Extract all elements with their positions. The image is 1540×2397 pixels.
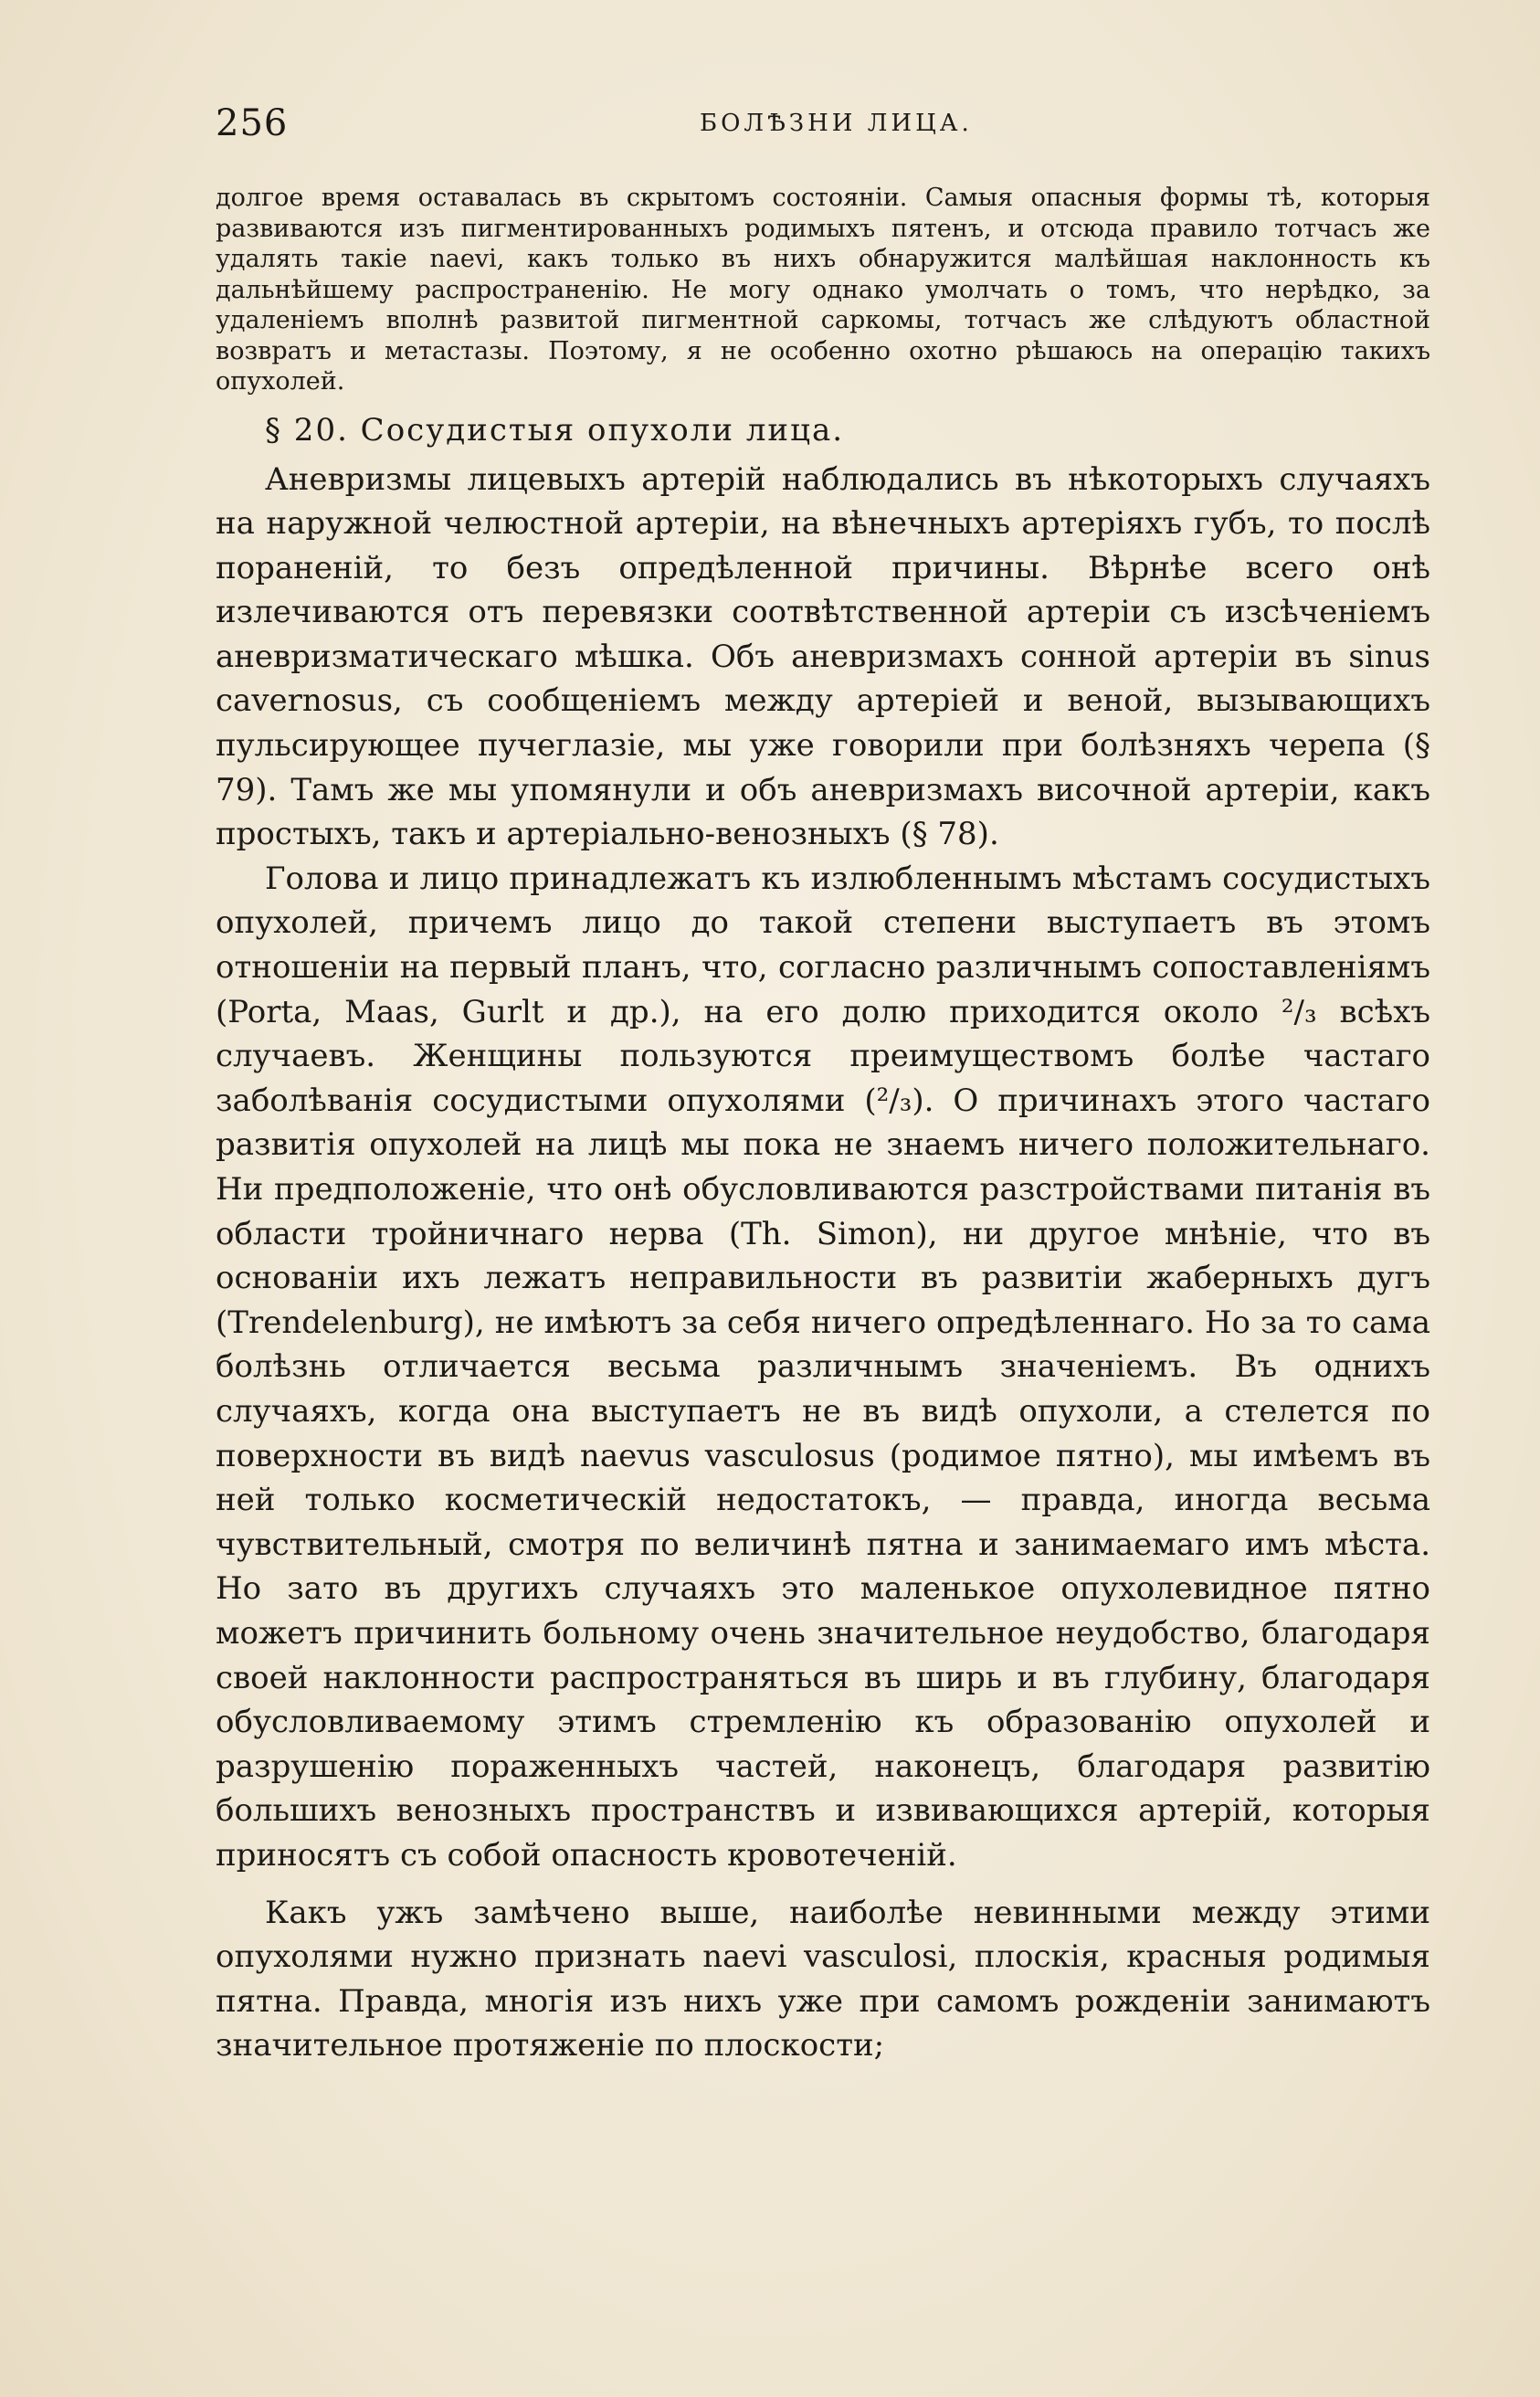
- paragraph-continuation: долгое время оставалась въ скрытомъ состояніи. Самыя опасныя формы тѣ, которыя развиваются изъ пигментированныхъ родимыхъ пятенъ, и отсюда правило тотчасъ же удалять такіе naevi, какъ только въ нихъ обнаружится малѣйшая наклонность къ дальнѣйшему распространенію. Не могу однако умолчать о томъ, что нерѣдко, за удаленіемъ вполнѣ развитой пигментной саркомы, тотчасъ же слѣдуютъ областной возвратъ и метастазы. Поэтому, я не особенно охотно рѣшаюсь на операцію такихъ опухолей.: [216, 184, 1430, 396]
- paragraph-aneurysms: Аневризмы лицевыхъ артерій наблюдались въ нѣкоторыхъ случаяхъ на наружной челюстной артеріи, на вѣнечныхъ артеріяхъ губъ, то послѣ пораненій, то безъ опредѣленной причины. Вѣрнѣе всего онѣ излечиваются отъ перевязки соотвѣтственной артеріи съ изсѣченіемъ аневризматическаго мѣшка. Объ аневризмахъ сонной артеріи въ sinus cavernosus, съ сообщеніемъ между артеріей и веной, вызывающихъ пульсирующее пучеглазіе, мы уже говорили при болѣзняхъ черепа (§ 79). Тамъ же мы упомянули и объ аневризмахъ височной артеріи, какъ простыхъ, такъ и артеріально-венозныхъ (§ 78).: [216, 460, 1430, 853]
- running-head: БОЛѢЗНИ ЛИЦА.: [700, 110, 973, 137]
- paragraph-naevi: Какъ ужъ замѣчено выше, наиболѣе невинными между этими опухолями нужно признать naevi vasculosi, плоскія, красныя родимыя пятна. Правда, многія изъ нихъ уже при самомъ рожденіи занимаютъ значительное протяженіе по плоскости;: [216, 1894, 1430, 2064]
- section-heading: § 20. Сосудистыя опухоли лица.: [265, 411, 845, 449]
- page-header: [216, 102, 1430, 157]
- page-body: [216, 183, 1430, 2068]
- page-number: 256: [216, 102, 289, 144]
- paragraph-vascular-tumors: Голова и лицо принадлежатъ къ излюбленнымъ мѣстамъ сосудистыхъ опухолей, причемъ лицо до такой степени выступаетъ въ этомъ отношеніи на первый планъ, что, согласно различнымъ сопоставленіямъ (Porta, Maas, Gurlt и др.), на его долю приходится около ²/₃ всѣхъ случаевъ. Женщины пользуются преимуществомъ болѣе частаго заболѣванія сосудистыми опухолями (²/₃). О причинахъ этого частаго развитія опухолей на лицѣ мы пока не знаемъ ничего положительнаго. Ни предположеніе, что онѣ обусловливаются разстройствами питанія въ области тройничнаго нерва (Th. Simon), ни другое мнѣніе, что въ основаніи ихъ лежатъ неправильности въ развитіи жаберныхъ дугъ (Trendelenburg), не имѣютъ за себя ничего опредѣленнаго. Но за то сама болѣзнь отличается весьма различнымъ значеніемъ. Въ однихъ случаяхъ, когда она выступаетъ не въ видѣ опухоли, а стелется по поверхности въ видѣ naevus vasculosus (родимое пятно), мы имѣемъ въ ней только косметическій недостатокъ, — правда, иногда весьма чувствительный, смотря по величинѣ пятна и занимаемаго имъ мѣста. Но зато въ другихъ случаяхъ это маленькое опухолевидное пятно можетъ причинить больному очень значительное неудобство, благодаря своей наклонности распространяться въ ширь и въ глубину, благодаря обусловливаемому этимъ стремленію къ образованію опухолей и разрушенію пораженныхъ частей, наконецъ, благодаря развитію большихъ венозныхъ пространствъ и извивающихся артерій, которыя приносятъ съ собой опасность кровотеченій.: [216, 860, 1430, 1874]
